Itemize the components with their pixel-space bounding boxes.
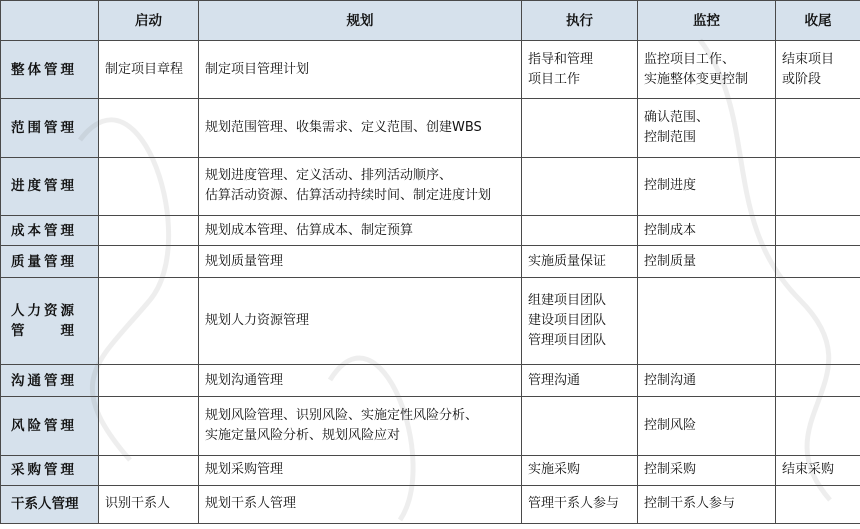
cell-planning: 规划风险管理、识别风险、实施定性风险分析、 实施定量风险分析、规划风险应对: [199, 397, 522, 455]
cell-executing: [522, 397, 638, 455]
cell-executing: 实施质量保证: [522, 246, 638, 278]
row-header-area: 整体管理: [1, 41, 99, 99]
table-row: [1, 246, 860, 278]
row-header-area: 沟通管理: [1, 364, 99, 396]
header-initiating: 启动: [99, 1, 199, 41]
cell-monitoring: 控制干系人参与: [638, 485, 776, 523]
cell-initiating: 制定项目章程: [99, 41, 199, 99]
cell-closing: [776, 246, 860, 278]
cell-closing: 结束项目 或阶段: [776, 41, 860, 99]
row-header-area: 干系人管理: [1, 485, 99, 523]
table-body: [1, 41, 860, 524]
table-row: [1, 397, 860, 455]
cell-closing: [776, 216, 860, 246]
cell-monitoring: [638, 278, 776, 365]
cell-monitoring: 控制沟通: [638, 364, 776, 396]
cell-planning: 规划质量管理: [199, 246, 522, 278]
cell-initiating: [99, 364, 199, 396]
header-executing: 执行: [522, 1, 638, 41]
cell-executing: [522, 99, 638, 157]
row-header-area: 进度管理: [1, 157, 99, 215]
cell-planning: 规划范围管理、收集需求、定义范围、创建WBS: [199, 99, 522, 157]
row-header-area: 风险管理: [1, 397, 99, 455]
cell-monitoring: 控制采购: [638, 455, 776, 485]
cell-executing: 指导和管理 项目工作: [522, 41, 638, 99]
table-row: [1, 278, 860, 365]
table-row: [1, 216, 860, 246]
header-closing: 收尾: [776, 1, 860, 41]
cell-initiating: [99, 397, 199, 455]
cell-planning: 规划成本管理、估算成本、制定预算: [199, 216, 522, 246]
table-row: [1, 364, 860, 396]
cell-executing: [522, 216, 638, 246]
cell-executing: [522, 157, 638, 215]
cell-initiating: [99, 216, 199, 246]
row-header-area: 范围管理: [1, 99, 99, 157]
table-row: [1, 455, 860, 485]
cell-executing: 实施采购: [522, 455, 638, 485]
cell-executing: 组建项目团队 建设项目团队 管理项目团队: [522, 278, 638, 365]
row-header-area: 成本管理: [1, 216, 99, 246]
corner-header: [1, 1, 99, 41]
header-row: [1, 1, 860, 41]
cell-executing: 管理沟通: [522, 364, 638, 396]
row-header-area: 采购管理: [1, 455, 99, 485]
cell-planning: 规划进度管理、定义活动、排列活动顺序、 估算活动资源、估算活动持续时间、制定进度计划: [199, 157, 522, 215]
row-header-area: 人力资源 管 理: [1, 278, 99, 365]
cell-planning: 规划人力资源管理: [199, 278, 522, 365]
table-row: [1, 99, 860, 157]
cell-closing: [776, 99, 860, 157]
cell-monitoring: 控制风险: [638, 397, 776, 455]
table-row: [1, 157, 860, 215]
cell-monitoring: 确认范围、 控制范围: [638, 99, 776, 157]
cell-planning: 规划采购管理: [199, 455, 522, 485]
cell-initiating: [99, 455, 199, 485]
cell-closing: [776, 397, 860, 455]
cell-initiating: [99, 157, 199, 215]
header-monitoring: 监控: [638, 1, 776, 41]
cell-planning: 规划沟通管理: [199, 364, 522, 396]
cell-closing: [776, 364, 860, 396]
cell-closing: [776, 485, 860, 523]
cell-planning: 制定项目管理计划: [199, 41, 522, 99]
cell-initiating: [99, 99, 199, 157]
cell-closing: [776, 278, 860, 365]
cell-planning: 规划干系人管理: [199, 485, 522, 523]
cell-monitoring: 控制质量: [638, 246, 776, 278]
table-row: [1, 485, 860, 523]
cell-monitoring: 控制进度: [638, 157, 776, 215]
table-row: [1, 41, 860, 99]
cell-initiating: [99, 246, 199, 278]
cell-initiating: [99, 278, 199, 365]
cell-executing: 管理干系人参与: [522, 485, 638, 523]
cell-monitoring: 控制成本: [638, 216, 776, 246]
cell-closing: 结束采购: [776, 455, 860, 485]
cell-initiating: 识别干系人: [99, 485, 199, 523]
header-planning: 规划: [199, 1, 522, 41]
cell-closing: [776, 157, 860, 215]
cell-monitoring: 监控项目工作、 实施整体变更控制: [638, 41, 776, 99]
row-header-area: 质量管理: [1, 246, 99, 278]
